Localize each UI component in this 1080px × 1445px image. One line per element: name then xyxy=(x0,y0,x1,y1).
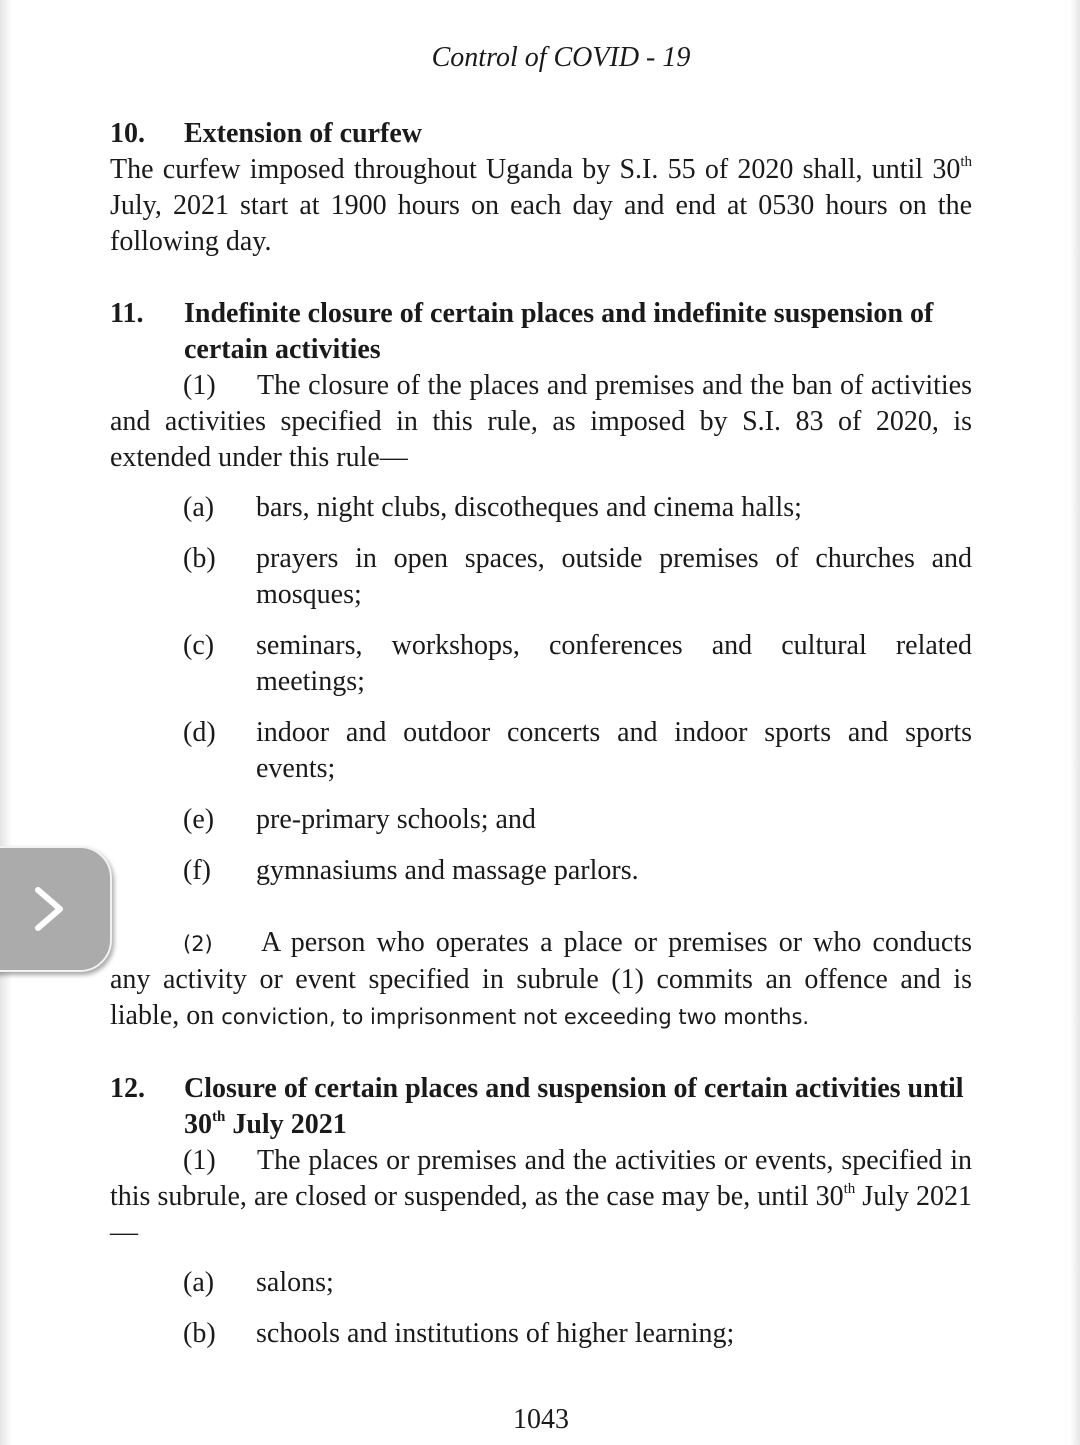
list-item xyxy=(183,1316,972,1352)
item-text: bars, night clubs, discotheques and cinema halls; xyxy=(256,492,802,523)
section-10 xyxy=(110,116,972,260)
item-text: seminars, workshops, conferences and cultural related meetings; xyxy=(256,630,972,697)
item-letter: (d) xyxy=(183,717,216,748)
subrule-1 xyxy=(110,1143,972,1251)
section-title: Indefinite closure of certain places and indefinite suspension of certain activities xyxy=(184,298,934,365)
item-text: salons; xyxy=(256,1267,334,1298)
section-number: 11. xyxy=(110,298,144,329)
list-item xyxy=(183,802,972,838)
body-text: July, 2021 start at 1900 hours on each day and end at 0530 hours on the following day. xyxy=(110,190,972,257)
page-edge-right xyxy=(1070,0,1080,1445)
running-header: Control of COVID - 19 xyxy=(431,42,691,73)
title-text: July 2021 xyxy=(225,1109,347,1140)
section-number: 10. xyxy=(110,118,145,149)
list-item xyxy=(183,628,972,700)
section-heading xyxy=(110,116,972,152)
item-letter: (a) xyxy=(183,492,215,523)
superscript: th xyxy=(212,1109,226,1125)
item-letter: (b) xyxy=(183,543,216,574)
item-list xyxy=(110,1265,972,1352)
item-text: gymnasiums and massage parlors. xyxy=(256,855,639,886)
list-item xyxy=(183,490,972,526)
section-heading xyxy=(110,296,972,368)
item-letter: (a) xyxy=(183,1267,215,1298)
body-text: The curfew imposed throughout Uganda by S.I. 55 of 2020 shall, until 30 xyxy=(110,154,961,185)
page-edge-left xyxy=(0,0,12,1445)
item-letter: (f) xyxy=(183,855,211,886)
item-list xyxy=(110,490,972,889)
document-page xyxy=(110,36,972,1435)
subrule-text: July 2021— xyxy=(110,1181,972,1248)
list-item xyxy=(183,715,972,787)
item-text: prayers in open spaces, outside premises of churches and mosques; xyxy=(256,543,972,610)
subrule-text: A person who operates a place or premises or who conducts any activity or event specified in subrule (1) commits an offence and is liable, on xyxy=(110,927,972,1031)
page-number: 1043 xyxy=(513,1404,569,1435)
section-number: 12. xyxy=(110,1073,145,1104)
item-text: pre-primary schools; and xyxy=(256,804,536,835)
subrule-2 xyxy=(110,925,972,1035)
chevron-right-icon xyxy=(32,886,68,932)
subrule-text: The closure of the places and premises and the ban of activities and activities specified in this rule, as imposed by S.I. 83 of 2020, is extended under this rule— xyxy=(110,370,972,473)
item-text: indoor and outdoor concerts and indoor sports and sports events; xyxy=(256,717,972,784)
subrule-1 xyxy=(110,368,972,476)
section-title xyxy=(184,1071,972,1143)
section-11 xyxy=(110,296,972,1035)
subrule-text-sans: conviction, to imprisonment not exceeding two months. xyxy=(221,1005,810,1029)
item-letter: (c) xyxy=(183,630,215,661)
next-page-button[interactable] xyxy=(0,846,112,972)
list-item xyxy=(183,1265,972,1301)
section-12 xyxy=(110,1071,972,1352)
item-letter: (e) xyxy=(183,804,215,835)
item-letter: (b) xyxy=(183,1318,216,1349)
item-text: schools and institutions of higher learning; xyxy=(256,1318,735,1349)
subrule-number: (1) xyxy=(183,370,216,401)
section-heading xyxy=(110,1071,972,1143)
subrule-number: (1) xyxy=(183,1145,216,1176)
title-text: Closure of certain places and suspension of certain activities until 30 xyxy=(184,1073,964,1140)
subrule-text: The places or premises and the activities or events, specified in this subrule, are closed or suspended, as the case may be, until 30 xyxy=(110,1145,972,1212)
subrule-number: (2) xyxy=(183,932,213,956)
superscript: th xyxy=(843,1181,856,1197)
section-body xyxy=(110,152,972,260)
list-item xyxy=(183,541,972,613)
superscript: th xyxy=(960,154,972,170)
list-item xyxy=(183,853,972,889)
section-title: Extension of curfew xyxy=(184,118,422,149)
